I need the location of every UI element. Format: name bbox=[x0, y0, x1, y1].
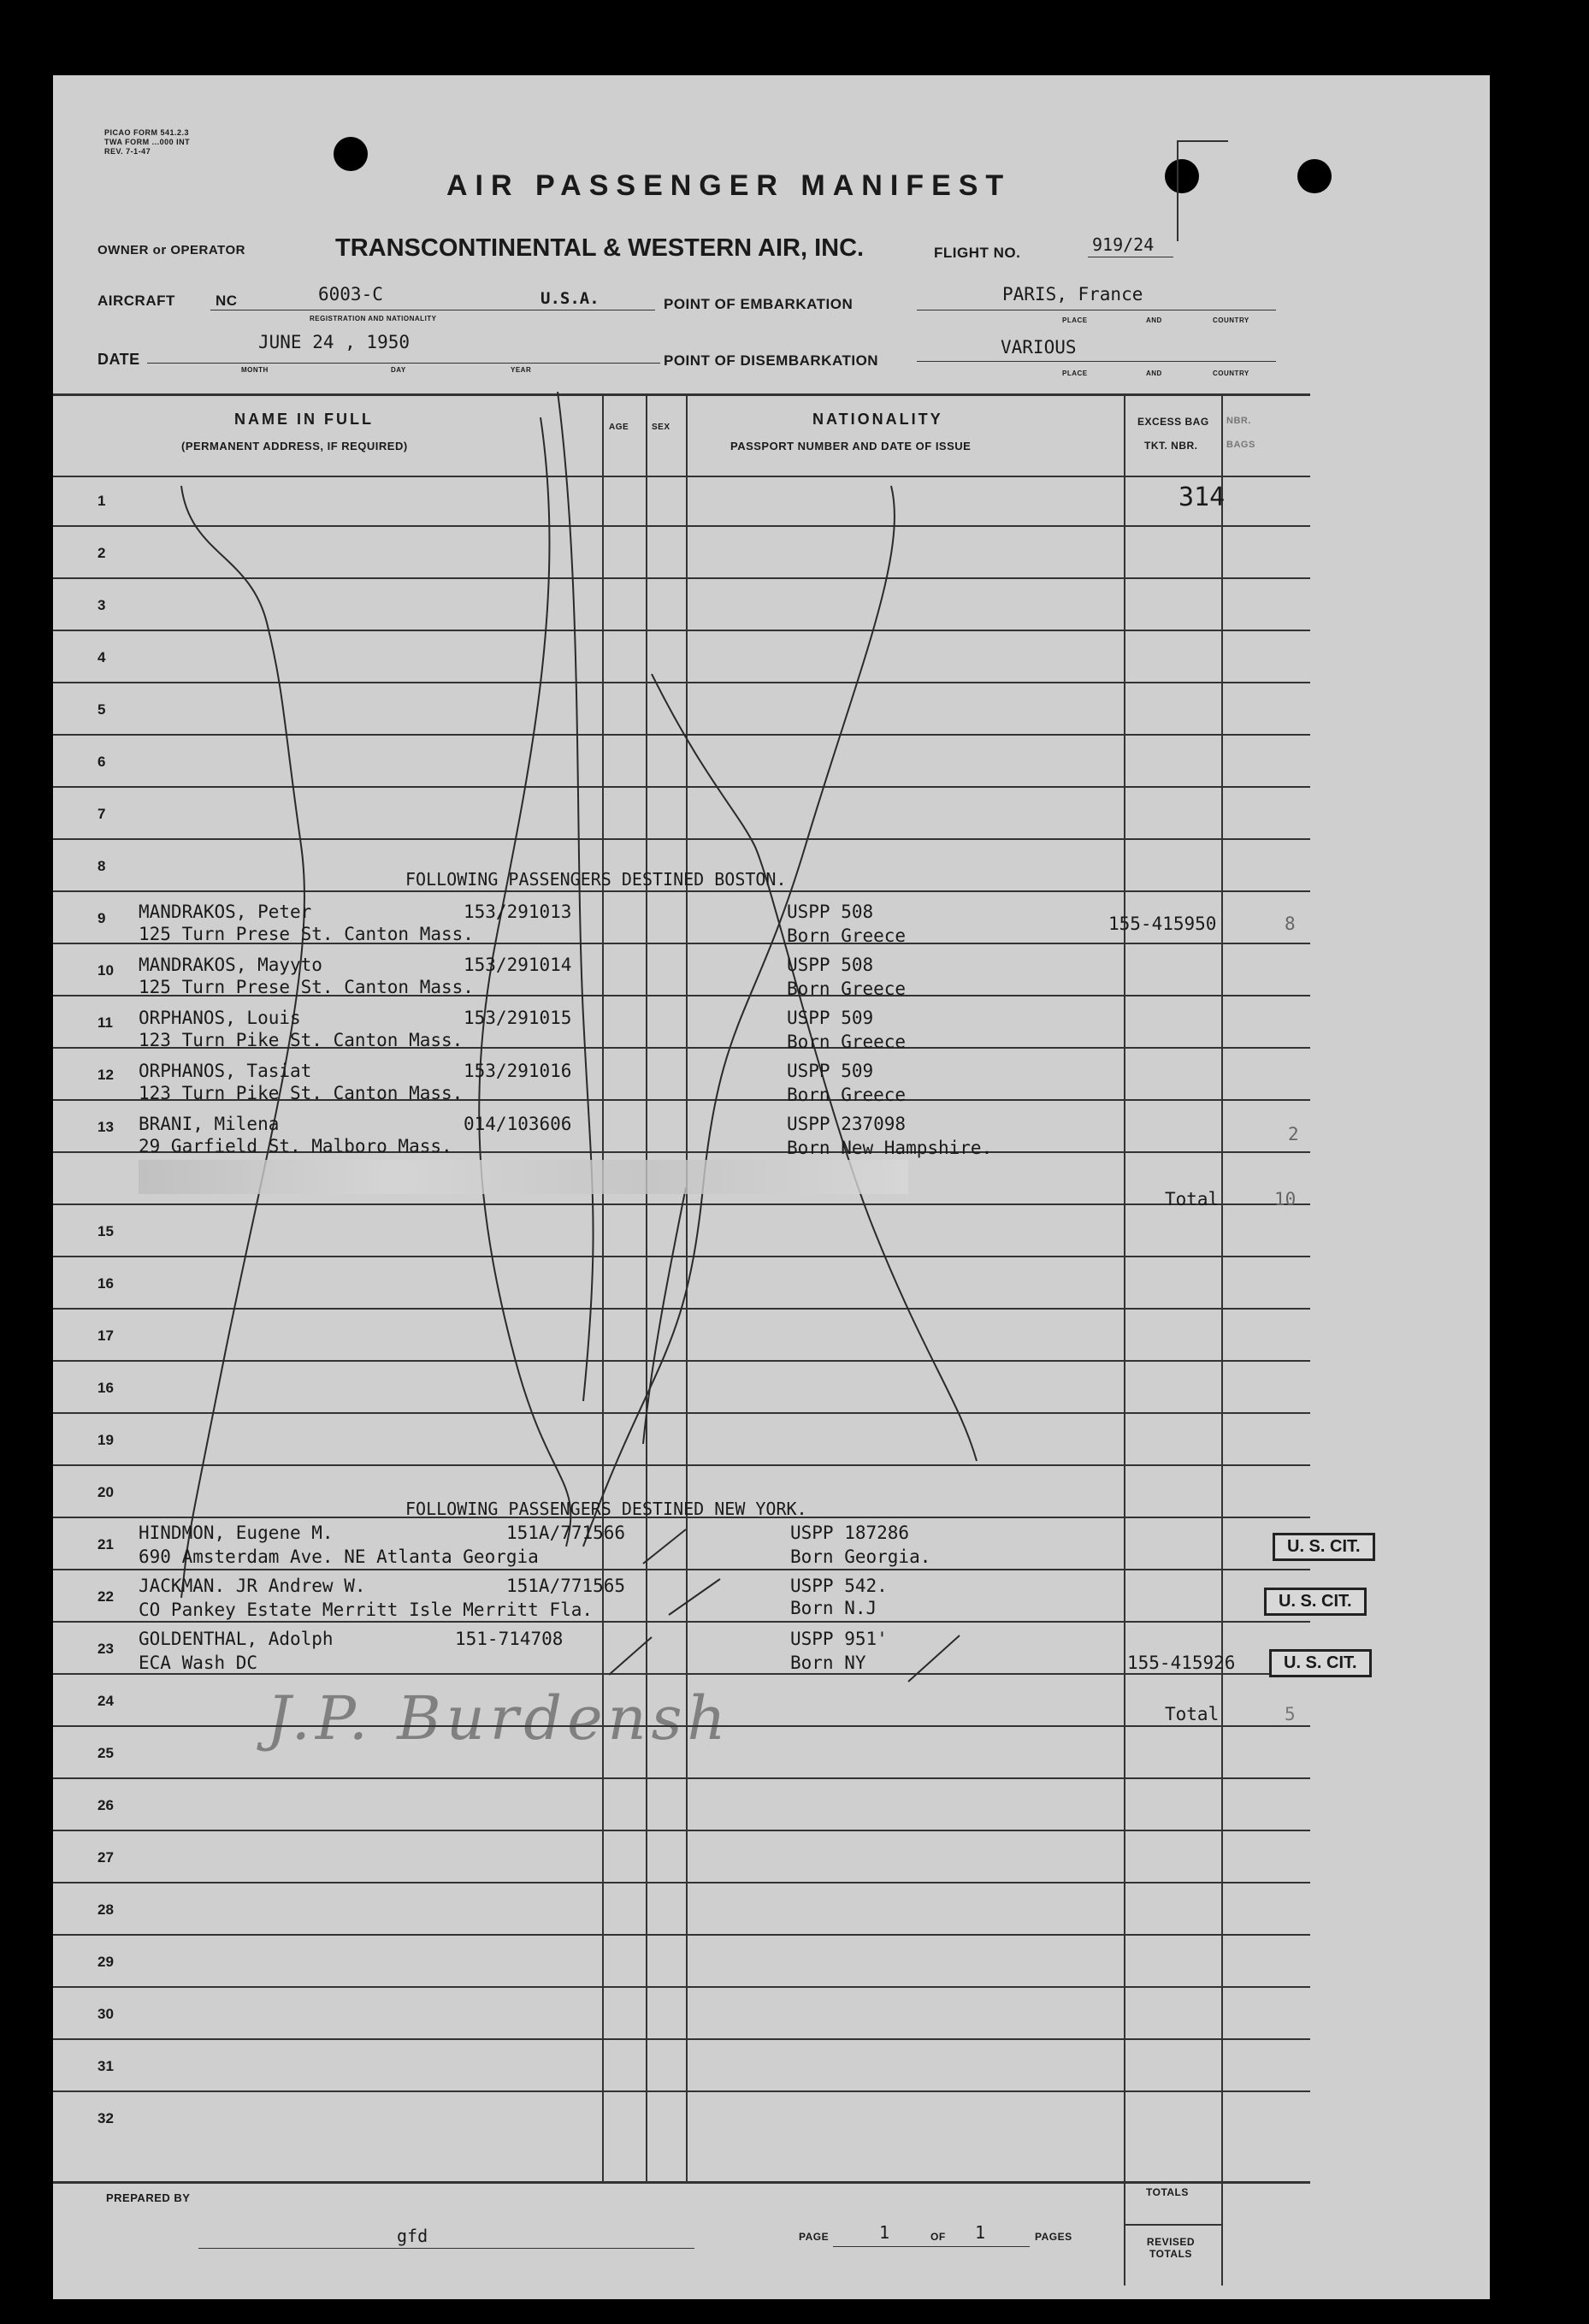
col-nbr-subheader: BAGS bbox=[1226, 440, 1255, 450]
col-age-header: AGE bbox=[609, 423, 629, 432]
passenger-name: MANDRAKOS, Mayyto bbox=[139, 955, 322, 975]
row-number: 17 bbox=[97, 1328, 114, 1344]
passenger-ticket: 151A/771566 bbox=[506, 1523, 626, 1543]
row-number: 15 bbox=[97, 1223, 114, 1239]
pages-label: PAGES bbox=[1035, 2231, 1072, 2243]
row-number: 1 bbox=[97, 493, 106, 509]
owner-name: TRANSCONTINENTAL & WESTERN AIR, INC. bbox=[335, 234, 865, 262]
row-number: 20 bbox=[97, 1484, 114, 1500]
passenger-name: GOLDENTHAL, Adolph bbox=[139, 1629, 334, 1649]
disembarkation-value: VARIOUS bbox=[1001, 337, 1077, 358]
page-total: 1 bbox=[975, 2222, 986, 2243]
row-number: 19 bbox=[97, 1432, 114, 1448]
passenger-address: ECA Wash DC bbox=[139, 1653, 258, 1673]
passenger-name: ORPHANOS, Tasiat bbox=[139, 1061, 312, 1081]
passenger-name: BRANI, Milena bbox=[139, 1114, 280, 1134]
date-value: JUNE 24 , 1950 bbox=[258, 332, 411, 352]
row-number: 13 bbox=[97, 1119, 114, 1135]
col-bag-subheader: TKT. NBR. bbox=[1144, 440, 1198, 452]
row-number: 11 bbox=[97, 1014, 113, 1031]
passenger-birthplace: Born Greece bbox=[787, 1085, 907, 1105]
passenger-birthplace: Born New Hampshire. bbox=[787, 1138, 993, 1158]
aircraft-number: 6003-C bbox=[318, 284, 383, 305]
row-number: 12 bbox=[97, 1067, 114, 1083]
manifest-sheet bbox=[53, 75, 1490, 2299]
date-label: DATE bbox=[97, 351, 140, 368]
passenger-passport: USPP 509 bbox=[787, 1008, 874, 1028]
disembarkation-label: POINT OF DISEMBARKATION bbox=[664, 352, 879, 369]
passenger-name: HINDMON, Eugene M. bbox=[139, 1523, 334, 1543]
row-number: 30 bbox=[97, 2006, 114, 2022]
row-number: 2 bbox=[97, 545, 106, 561]
passenger-ticket: 014/103606 bbox=[464, 1114, 572, 1134]
passenger-ticket: 151A/771565 bbox=[506, 1576, 626, 1596]
passenger-address: 29 Garfield St. Malboro Mass. bbox=[139, 1136, 452, 1156]
disembark-sub-place: PLACE bbox=[1062, 370, 1088, 377]
row-number: 8 bbox=[97, 858, 106, 874]
row-number: 31 bbox=[97, 2058, 114, 2074]
row-number: 21 bbox=[97, 1536, 114, 1552]
passenger-ticket: 153/291013 bbox=[464, 902, 572, 922]
date-sub-month: MONTH bbox=[241, 366, 269, 374]
prepared-by-value: gfd bbox=[397, 2226, 428, 2246]
col-nationality-subheader: PASSPORT NUMBER AND DATE OF ISSUE bbox=[730, 440, 972, 452]
row-number: 16 bbox=[97, 1275, 114, 1292]
newyork-total: 5 bbox=[1285, 1704, 1296, 1724]
passenger-address: 123 Turn Pike St. Canton Mass. bbox=[139, 1030, 464, 1050]
citizen-stamp: U. S. CIT. bbox=[1273, 1533, 1375, 1561]
row-number: 24 bbox=[97, 1693, 114, 1709]
row-number: 29 bbox=[97, 1954, 114, 1970]
check-marks bbox=[53, 75, 1490, 2299]
passenger-birthplace: Born N.J bbox=[790, 1598, 877, 1618]
disembark-sub-country: COUNTRY bbox=[1213, 370, 1249, 377]
row-number: 23 bbox=[97, 1641, 114, 1657]
passenger-ticket: 151-714708 bbox=[455, 1629, 564, 1649]
embark-sub-and: AND bbox=[1146, 316, 1162, 324]
boston-total-label: Total bbox=[1165, 1189, 1220, 1209]
passenger-address: 690 Amsterdam Ave. NE Atlanta Georgia bbox=[139, 1546, 539, 1567]
bags-count: 2 bbox=[1288, 1124, 1299, 1144]
col-name-subheader: (PERMANENT ADDRESS, IF REQUIRED) bbox=[181, 440, 408, 452]
passenger-address: CO Pankey Estate Merritt Isle Merritt Fla. bbox=[139, 1600, 594, 1620]
newyork-total-label: Total bbox=[1165, 1704, 1220, 1724]
page-label: PAGE bbox=[799, 2231, 830, 2243]
owner-label: OWNER or OPERATOR bbox=[97, 243, 245, 257]
col-sex-header: SEX bbox=[652, 423, 670, 432]
embark-sub-place: PLACE bbox=[1062, 316, 1088, 324]
passenger-ticket: 153/291014 bbox=[464, 955, 572, 975]
row-number: 9 bbox=[97, 910, 106, 926]
embark-sub-country: COUNTRY bbox=[1213, 316, 1249, 324]
boston-total: 10 bbox=[1274, 1189, 1297, 1209]
passenger-name: MANDRAKOS, Peter bbox=[139, 902, 312, 922]
passenger-name: ORPHANOS, Louis bbox=[139, 1008, 301, 1028]
passenger-birthplace: Born Greece bbox=[787, 1032, 907, 1052]
row-number: 5 bbox=[97, 701, 106, 718]
passenger-passport: USPP 509 bbox=[787, 1061, 874, 1081]
registration-label: REGISTRATION AND NATIONALITY bbox=[310, 315, 437, 322]
col-name-header: NAME IN FULL bbox=[234, 411, 374, 428]
prepared-by-label: PREPARED BY bbox=[106, 2191, 191, 2204]
citizen-stamp: U. S. CIT. bbox=[1269, 1649, 1372, 1677]
passenger-birthplace: Born Greece bbox=[787, 925, 907, 946]
passenger-passport: USPP 508 bbox=[787, 955, 874, 975]
passenger-passport: USPP 237098 bbox=[787, 1114, 907, 1134]
row-number: 3 bbox=[97, 597, 106, 613]
row-number: 25 bbox=[97, 1745, 114, 1761]
passenger-passport: USPP 951' bbox=[790, 1629, 888, 1649]
passenger-birthplace: Born Greece bbox=[787, 979, 907, 999]
passenger-address: 125 Turn Prese St. Canton Mass. bbox=[139, 924, 474, 944]
embarkation-value: PARIS, France bbox=[1002, 284, 1143, 305]
passenger-ticket: 153/291016 bbox=[464, 1061, 572, 1081]
page-number: 1 bbox=[879, 2222, 890, 2243]
row-number: 10 bbox=[97, 962, 114, 979]
aircraft-nationality: U.S.A. bbox=[540, 289, 600, 308]
totals-label: TOTALS bbox=[1146, 2186, 1189, 2198]
passenger-birthplace: Born Georgia. bbox=[790, 1546, 931, 1567]
aircraft-prefix: NC bbox=[216, 293, 238, 309]
row-number: 26 bbox=[97, 1797, 114, 1813]
row-number: 4 bbox=[97, 649, 106, 665]
row-number: 6 bbox=[97, 754, 106, 770]
ticket-number-top: 314 bbox=[1178, 482, 1226, 512]
boston-heading: FOLLOWING PASSENGERS DESTINED BOSTON. bbox=[405, 869, 787, 890]
citizen-stamp: U. S. CIT. bbox=[1264, 1588, 1367, 1616]
newyork-heading: FOLLOWING PASSENGERS DESTINED NEW YORK. bbox=[405, 1499, 807, 1519]
date-sub-year: YEAR bbox=[511, 366, 532, 374]
revised-totals-label: REVISED TOTALS bbox=[1146, 2236, 1196, 2260]
aircraft-label: AIRCRAFT bbox=[97, 293, 175, 309]
flight-number: 919/24 bbox=[1092, 234, 1155, 255]
row-number: 28 bbox=[97, 1901, 114, 1918]
row-number: 16 bbox=[97, 1380, 114, 1396]
flight-label: FLIGHT NO. bbox=[934, 245, 1021, 261]
passenger-address: 125 Turn Prese St. Canton Mass. bbox=[139, 977, 474, 997]
col-nationality-header: NATIONALITY bbox=[812, 411, 943, 428]
bags-count: 8 bbox=[1285, 914, 1296, 934]
disembark-sub-and: AND bbox=[1146, 370, 1162, 377]
passenger-birthplace: Born NY bbox=[790, 1653, 866, 1673]
passenger-ticket: 153/291015 bbox=[464, 1008, 572, 1028]
passenger-address: 123 Turn Pike St. Canton Mass. bbox=[139, 1083, 464, 1103]
of-label: OF bbox=[930, 2231, 946, 2243]
passenger-passport: USPP 542. bbox=[790, 1576, 888, 1596]
row-number: 22 bbox=[97, 1588, 114, 1605]
excess-bag-ticket: 155-415950 bbox=[1108, 914, 1217, 934]
excess-bag-ticket: 155-415926 bbox=[1127, 1653, 1236, 1673]
form-code: PICAO FORM 541.2.3 TWA FORM ...000 INT REV. 7-1-47 bbox=[104, 128, 191, 156]
passenger-passport: USPP 187286 bbox=[790, 1523, 910, 1543]
passenger-name: JACKMAN. JR Andrew W. bbox=[139, 1576, 366, 1596]
col-bag-header: EXCESS BAG bbox=[1137, 416, 1209, 428]
row-number: 7 bbox=[97, 806, 106, 822]
page-title: AIR PASSENGER MANIFEST bbox=[446, 169, 1012, 202]
row-number: 27 bbox=[97, 1849, 114, 1866]
date-sub-day: DAY bbox=[391, 366, 406, 374]
passenger-passport: USPP 508 bbox=[787, 902, 874, 922]
col-nbr-header: NBR. bbox=[1226, 416, 1251, 426]
embarkation-label: POINT OF EMBARKATION bbox=[664, 296, 854, 312]
signature: J.P. Burdensh bbox=[267, 1683, 731, 1753]
row-number: 32 bbox=[97, 2110, 114, 2126]
